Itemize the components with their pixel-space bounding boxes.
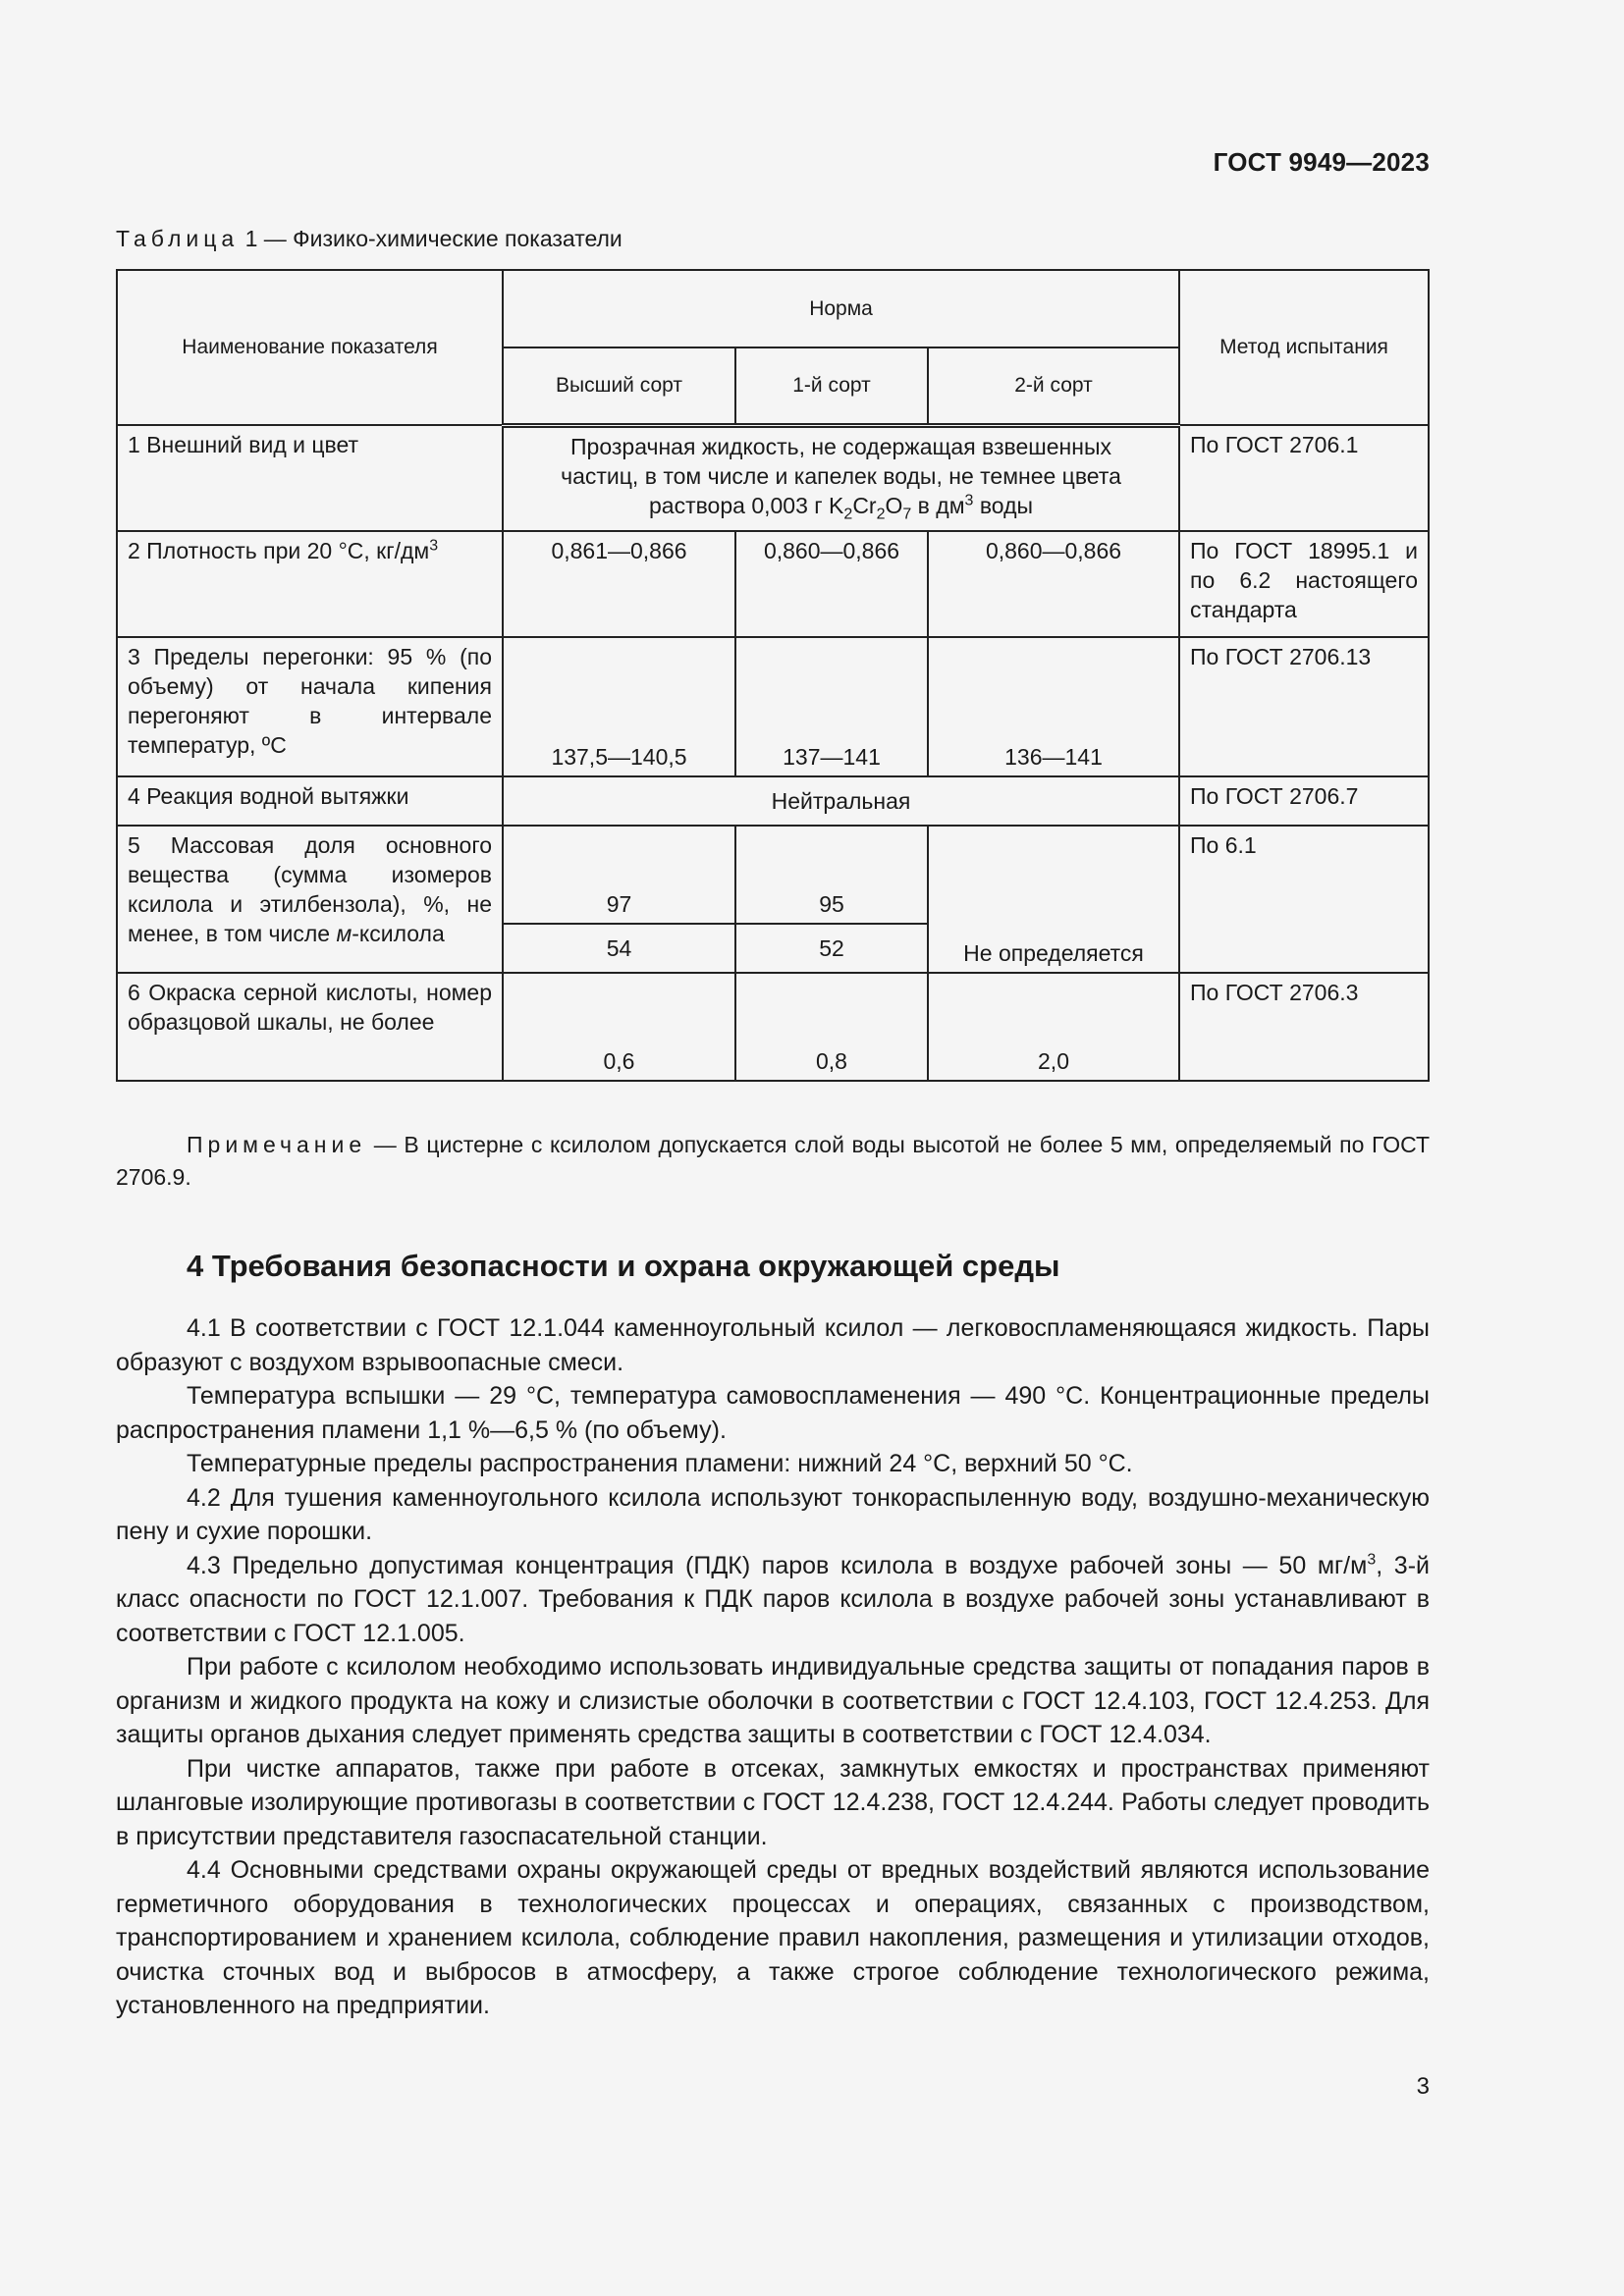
section-4-body (116, 1311, 1430, 2023)
row-2-method: По ГОСТ 18995.1 и по 6.2 настоящего стандарта (1179, 531, 1429, 637)
row-1-sub-2: 2 (876, 506, 886, 523)
paragraph-4-2: 4.2 Для тушения каменноугольного ксилола используют тонкораспыленную воду, воздушно-механическую пену и сухие порошки. (116, 1483, 1430, 1545)
row-2-value-1: 0,860—0,866 (735, 531, 928, 637)
row-3-name: 3 Пределы перегонки: 95 % (по объему) от начала кипения перегоняют в интервале температур, ºС (117, 637, 503, 776)
table-row (117, 973, 1429, 1081)
row-5-name-text: 5 Массовая доля основного вещества (сумма изомеров ксилола и этилбензола), %, не менее, в том числе (128, 832, 492, 946)
row-5-value-1-b: 52 (735, 924, 928, 973)
row-5-value-top-a: 97 (503, 826, 735, 924)
table-caption (116, 226, 623, 252)
page-number: 3 (1416, 2073, 1430, 2100)
row-6-value-2: 2,0 (928, 973, 1179, 1081)
row-1-norm-line-3: раствора 0,003 г K (648, 492, 844, 518)
row-2-value-top: 0,861—0,866 (503, 531, 735, 637)
row-4-name: 4 Реакция водной вытяжки (117, 776, 503, 826)
row-4-method: По ГОСТ 2706.7 (1179, 776, 1429, 826)
row-5-method: По 6.1 (1179, 826, 1429, 973)
row-6-value-top: 0,6 (503, 973, 735, 1081)
row-1-chem-o: O (885, 492, 903, 518)
paragraph-flash-point: Температура вспышки — 29 °С, температура самовоспламенения — 490 °С. Концентрационные пределы распространения пламени 1,1 %—6,5 % (по объему). (116, 1382, 1430, 1444)
table-caption-prefix: Таблица (116, 226, 240, 251)
row-3-method: По ГОСТ 2706.13 (1179, 637, 1429, 776)
row-1-norm (503, 425, 1179, 531)
row-5-value-1-a: 95 (735, 826, 928, 924)
header-grade-top: Высший сорт (503, 347, 735, 425)
row-3-value-top: 137,5—140,5 (503, 637, 735, 776)
table-row (117, 637, 1429, 776)
row-3-value-1: 137—141 (735, 637, 928, 776)
row-3-value-2: 136—141 (928, 637, 1179, 776)
physico-chemical-table (116, 269, 1430, 1082)
row-1-chem-cr: Cr (852, 492, 877, 518)
table-row (117, 531, 1429, 637)
row-1-name: 1 Внешний вид и цвет (117, 425, 503, 531)
row-1-norm-line-1: Прозрачная жидкость, не содержащая взвешенных (570, 433, 1111, 459)
row-2-name (117, 531, 503, 637)
table-row (117, 776, 1429, 826)
row-2-name-text: 2 Плотность при 20 °С, кг/дм (128, 538, 430, 563)
row-1-sub-1: 2 (843, 506, 853, 523)
paragraph-4-3-text: 4.3 Предельно допустимая концентрация (ПДК) паров ксилола в воздухе рабочей зоны — 50 мг/м (187, 1551, 1368, 1579)
row-5-value-2: Не определяется (928, 826, 1179, 973)
row-1-sup: 3 (964, 491, 974, 508)
header-grade-2: 2-й сорт (928, 347, 1179, 425)
row-1-method: По ГОСТ 2706.1 (1179, 425, 1429, 531)
row-2-name-sup: 3 (429, 537, 439, 555)
paragraph-4-3 (116, 1549, 1430, 1651)
header-grade-1: 1-й сорт (735, 347, 928, 425)
table-row (117, 425, 1429, 531)
row-6-value-1: 0,8 (735, 973, 928, 1081)
header-indicator: Наименование показателя (117, 270, 503, 425)
paragraph-4-4: 4.4 Основными средствами охраны окружающей среды от вредных воздействий являются использование герметичного оборудования в технологических процессах и операциях, связанных с производством, транспортированием и хранением ксилола, соблюдение правил накопления, размещения и утилизации отходов, очистка сточных вод и выбросов в атмосферу, а также строгое соблюдение технологического режима, установленного на предприятии. (116, 1856, 1430, 2019)
header-norm: Норма (503, 270, 1179, 347)
paragraph-temperature-limits: Температурные пределы распространения пламени: нижний 24 °С, верхний 50 °С. (187, 1450, 1133, 1477)
paragraph-gas-masks: При чистке аппаратов, также при работе в отсеках, замкнутых емкостях и пространствах применяют шланговые изолирующие противогазы в соответствии с ГОСТ 12.4.238, ГОСТ 12.4.244. Работы следует проводить в присутствии представителя газоспасательной станции. (116, 1754, 1430, 1850)
table-row (117, 826, 1429, 924)
row-4-norm: Нейтральная (503, 776, 1179, 826)
paragraph-protective-equipment: При работе с ксилолом необходимо использовать индивидуальные средства защиты от попадания паров в организм и жидкого продукта на кожу и слизистые оболочки в соответствии с ГОСТ 12.4.103, ГОСТ 12.4.253. Для защиты органов дыхания следует применять средства защиты в соответствии с ГОСТ 12.4.034. (116, 1653, 1430, 1748)
row-1-chem-unit: в дм (911, 492, 965, 518)
table-caption-title: 1 — Физико-химические показатели (239, 226, 623, 251)
row-5-name-suffix: -ксилола (352, 921, 445, 946)
row-5-value-top-b: 54 (503, 924, 735, 973)
note-label: Примечание (187, 1132, 367, 1157)
row-5-name (117, 826, 503, 973)
note-text: — В цистерне с ксилолом допускается слой воды высотой не более 5 мм, определяемый по ГОСТ 2706.9. (116, 1132, 1430, 1190)
row-5-name-italic: м (336, 921, 352, 946)
document-code: ГОСТ 9949—2023 (1213, 147, 1430, 177)
section-4-title: 4 Требования безопасности и охрана окружающей среды (187, 1249, 1060, 1283)
row-6-method: По ГОСТ 2706.3 (1179, 973, 1429, 1081)
row-1-norm-line-2: частиц, в том числе и капелек воды, не темнее цвета (561, 462, 1121, 489)
paragraph-4-3-sup: 3 (1367, 1551, 1377, 1569)
table-note (116, 1129, 1430, 1194)
paragraph-4-3-rest: , 3-й класс опасности по ГОСТ 12.1.007. Требования к ПДК паров ксилола в воздухе рабочей зоны устанавливают в соответствии с ГОСТ 12.1.005. (116, 1551, 1430, 1647)
row-1-sub-3: 7 (902, 506, 912, 523)
paragraph-4-1: 4.1 В соответствии с ГОСТ 12.1.044 каменноугольный ксилол — легковоспламеняющаяся жидкость. Пары образуют с воздухом взрывоопасные смеси. (116, 1314, 1430, 1376)
row-1-norm-end: воды (973, 492, 1034, 518)
row-2-value-2: 0,860—0,866 (928, 531, 1179, 637)
row-6-name: 6 Окраска серной кислоты, номер образцовой шкалы, не более (117, 973, 503, 1081)
header-method: Метод испытания (1179, 270, 1429, 425)
